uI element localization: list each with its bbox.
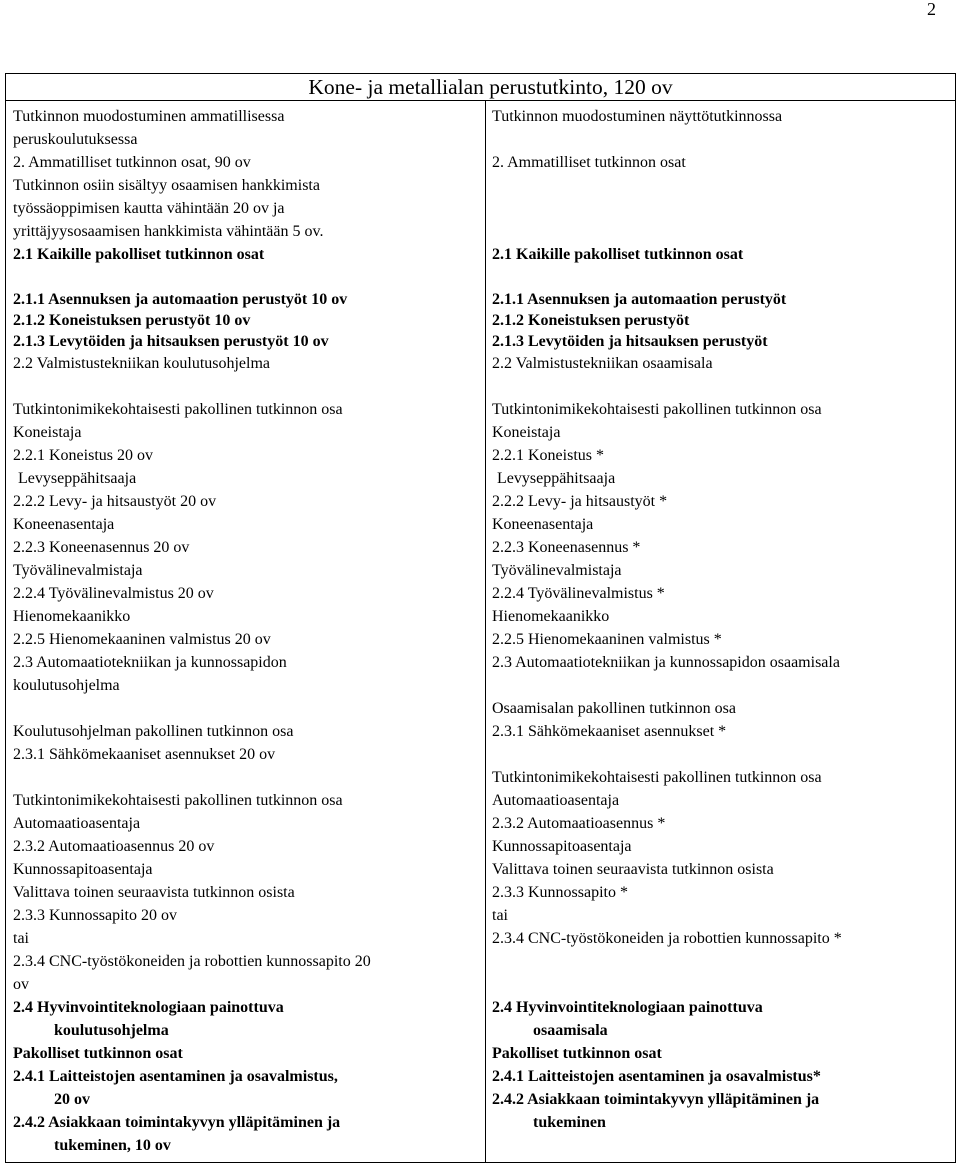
left-text-line: 2.3.4 CNC-työstökoneiden ja robottien kunnossapito 20: [13, 953, 371, 970]
left-text-line: 2.3.3 Kunnossapito 20 ov: [13, 907, 177, 924]
left-text-line: 2. Ammatilliset tutkinnon osat, 90 ov: [13, 154, 251, 171]
left-text-line: 2.3.1 Sähkömekaaniset asennukset 20 ov: [13, 746, 276, 763]
left-text-line: työssäoppimisen kautta vähintään 20 ov ja: [13, 200, 285, 217]
left-text-line: 2.4.2 Asiakkaan toimintakyvyn ylläpitäminen ja: [13, 1114, 341, 1131]
left-text-line: 2.3 Automaatiotekniikan ja kunnossapidon: [13, 654, 287, 671]
column-divider: [485, 100, 486, 1162]
right-text-line: 2.1.1 Asennuksen ja automaation perustyöt: [492, 291, 787, 308]
right-text-line: Automaatioasentaja: [492, 792, 620, 809]
left-text-line: 2.2.3 Koneenasennus 20 ov: [13, 539, 190, 556]
right-text-line: 2.4.1 Laitteistojen asentaminen ja osavalmistus*: [492, 1068, 821, 1085]
left-text-line: [13, 697, 479, 720]
right-text-line: Koneistaja: [492, 424, 561, 441]
right-text-line: 2.3.1 Sähkömekaaniset asennukset *: [492, 723, 727, 740]
right-text-line: Levyseppähitsaaja: [497, 470, 616, 487]
right-text-line: 2.1.3 Levytöiden ja hitsauksen perustyöt: [492, 333, 768, 350]
left-text-line: tai: [13, 930, 29, 947]
right-text-line: osaamisala: [533, 1022, 608, 1039]
table-title: Kone- ja metallialan perustutkinto, 120 ov: [308, 75, 673, 99]
left-text-line: 2.3.2 Automaatioasennus 20 ov: [13, 838, 215, 855]
title-divider: [6, 100, 955, 101]
page-number: 2: [927, 0, 936, 19]
left-text-line: Valittava toinen seuraavista tutkinnon osista: [13, 884, 295, 901]
left-text-line: 2.1.3 Levytöiden ja hitsauksen perustyöt 10 ov: [13, 333, 329, 350]
right-text-line: Koneenasentaja: [492, 516, 594, 533]
right-text-line: 2. Ammatilliset tutkinnon osat: [492, 154, 686, 171]
left-text-line: 20 ov: [54, 1091, 90, 1108]
right-text-line: [492, 973, 952, 996]
right-text-line: Kunnossapitoasentaja: [492, 838, 632, 855]
right-text-line: [492, 674, 952, 697]
right-text-line: Tutkintonimikekohtaisesti pakollinen tutkinnon osa: [492, 769, 822, 786]
right-text-line: [492, 743, 952, 766]
right-text-line: 2.4.2 Asiakkaan toimintakyvyn ylläpitäminen ja: [492, 1091, 820, 1108]
left-text-line: peruskoulutuksessa: [13, 131, 138, 148]
left-text-line: [13, 766, 479, 789]
right-text-line: Työvälinevalmistaja: [492, 562, 622, 579]
left-text-line: koulutusohjelma: [54, 1022, 169, 1039]
left-text-line: Tutkinnon muodostuminen ammatillisessa: [13, 108, 285, 125]
left-text-line: [13, 375, 479, 398]
left-text-line: Hienomekaanikko: [13, 608, 131, 625]
competence-test-column: [492, 105, 952, 1134]
right-text-line: 2.4 Hyvinvointiteknologiaan painottuva: [492, 999, 763, 1016]
left-text-line: Koulutusohjelman pakollinen tutkinnon osa: [13, 723, 294, 740]
left-text-line: Automaatioasentaja: [13, 815, 141, 832]
left-text-line: yrittäjyysosaamisen hankkimista vähintään 5 ov.: [13, 223, 324, 240]
right-text-line: [492, 197, 952, 220]
left-text-line: 2.1.1 Asennuksen ja automaation perustyöt 10 ov: [13, 291, 348, 308]
right-text-line: Pakolliset tutkinnon osat: [492, 1045, 662, 1062]
left-text-line: 2.1 Kaikille pakolliset tutkinnon osat: [13, 246, 265, 263]
vocational-training-column: [13, 105, 479, 1157]
right-text-line: Tutkinnon muodostuminen näyttötutkinnossa: [492, 108, 783, 125]
right-text-line: tukeminen: [533, 1114, 606, 1131]
left-text-line: Koneenasentaja: [13, 516, 115, 533]
left-text-line: 2.1.2 Koneistuksen perustyöt 10 ov: [13, 312, 251, 329]
left-text-line: Pakolliset tutkinnon osat: [13, 1045, 183, 1062]
right-text-line: [492, 266, 952, 289]
right-text-line: [492, 220, 952, 243]
left-text-line: Koneistaja: [13, 424, 82, 441]
right-text-line: tai: [492, 907, 508, 924]
left-text-line: 2.2.4 Työvälinevalmistus 20 ov: [13, 585, 214, 602]
left-text-line: Levyseppähitsaaja: [18, 470, 137, 487]
left-text-line: koulutusohjelma: [13, 677, 120, 694]
right-text-line: [492, 128, 952, 151]
right-text-line: 2.3.4 CNC-työstökoneiden ja robottien kunnossapito *: [492, 930, 842, 947]
left-text-line: Tutkintonimikekohtaisesti pakollinen tutkinnon osa: [13, 401, 343, 418]
right-text-line: 2.2.5 Hienomekaaninen valmistus *: [492, 631, 722, 648]
right-text-line: 2.2.2 Levy- ja hitsaustyöt *: [492, 493, 668, 510]
left-text-line: Työvälinevalmistaja: [13, 562, 143, 579]
right-text-line: 2.1 Kaikille pakolliset tutkinnon osat: [492, 246, 744, 263]
right-text-line: Tutkintonimikekohtaisesti pakollinen tutkinnon osa: [492, 401, 822, 418]
right-text-line: 2.2.1 Koneistus *: [492, 447, 604, 464]
left-text-line: 2.4.1 Laitteistojen asentaminen ja osavalmistus,: [13, 1068, 338, 1085]
right-text-line: [492, 174, 952, 197]
right-text-line: 2.3.3 Kunnossapito *: [492, 884, 628, 901]
right-text-line: Valittava toinen seuraavista tutkinnon osista: [492, 861, 774, 878]
right-text-line: 2.3 Automaatiotekniikan ja kunnossapidon osaamisala: [492, 654, 840, 671]
left-text-line: 2.2.1 Koneistus 20 ov: [13, 447, 153, 464]
right-text-line: Hienomekaanikko: [492, 608, 610, 625]
right-text-line: [492, 950, 952, 973]
right-text-line: [492, 375, 952, 398]
left-text-line: 2.2 Valmistustekniikan koulutusohjelma: [13, 355, 271, 372]
left-text-line: 2.2.2 Levy- ja hitsaustyöt 20 ov: [13, 493, 217, 510]
left-text-line: 2.2.5 Hienomekaaninen valmistus 20 ov: [13, 631, 271, 648]
left-text-line: tukeminen, 10 ov: [54, 1137, 171, 1154]
degree-structure-table: [5, 73, 956, 1163]
left-text-line: ov: [13, 976, 29, 993]
right-text-line: 2.1.2 Koneistuksen perustyöt: [492, 312, 690, 329]
right-text-line: 2.2.3 Koneenasennus *: [492, 539, 641, 556]
right-text-line: Osaamisalan pakollinen tutkinnon osa: [492, 700, 736, 717]
left-text-line: [13, 266, 479, 289]
left-text-line: Tutkintonimikekohtaisesti pakollinen tutkinnon osa: [13, 792, 343, 809]
left-text-line: Kunnossapitoasentaja: [13, 861, 153, 878]
left-text-line: 2.4 Hyvinvointiteknologiaan painottuva: [13, 999, 284, 1016]
right-text-line: 2.2.4 Työvälinevalmistus *: [492, 585, 665, 602]
left-text-line: Tutkinnon osiin sisältyy osaamisen hankkimista: [13, 177, 320, 194]
right-text-line: 2.3.2 Automaatioasennus *: [492, 815, 666, 832]
right-text-line: 2.2 Valmistustekniikan osaamisala: [492, 355, 713, 372]
